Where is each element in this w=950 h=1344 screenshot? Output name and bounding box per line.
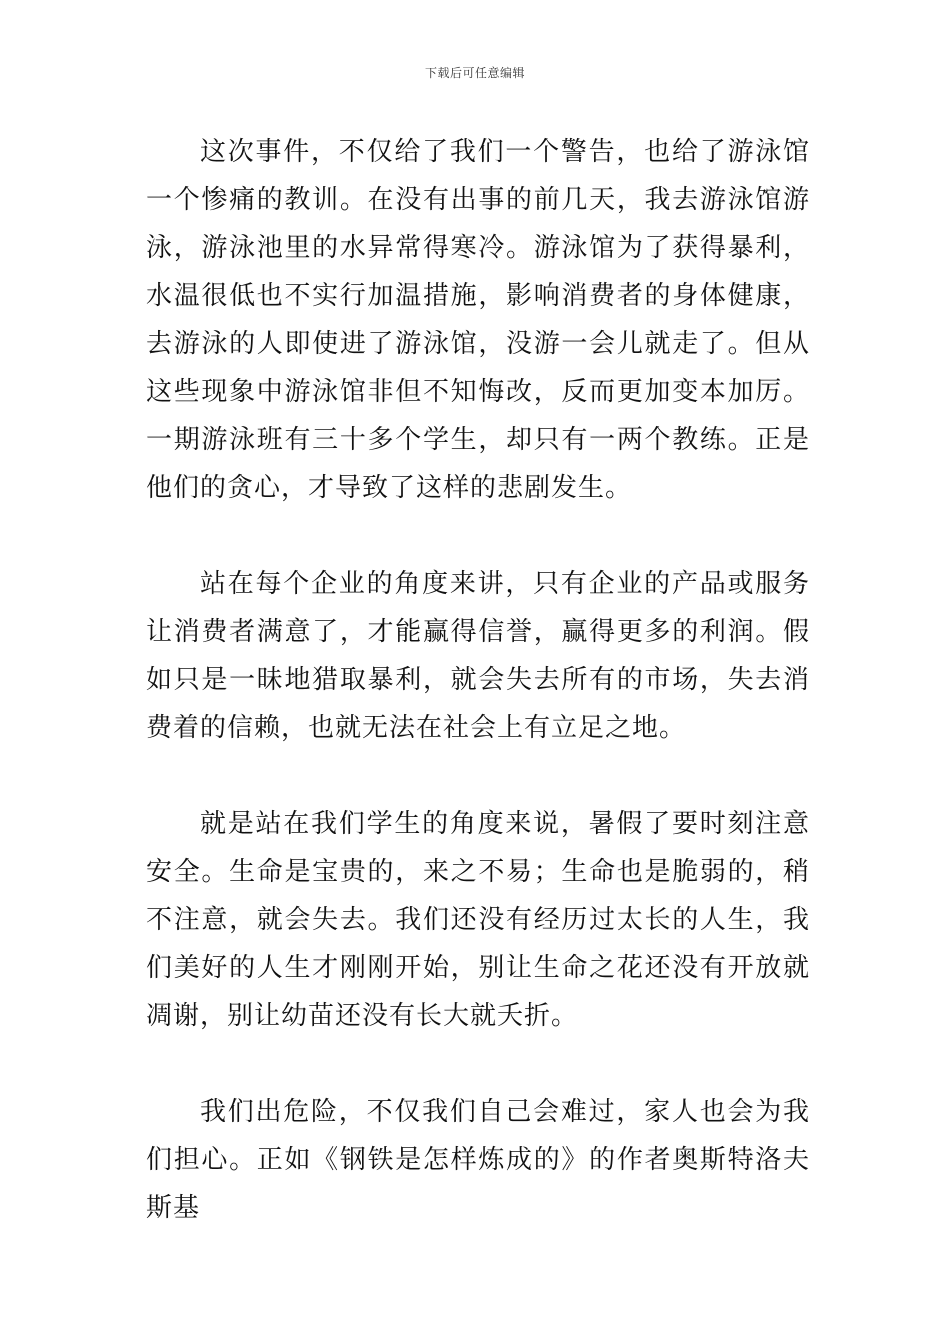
paragraph-1: 这次事件，不仅给了我们一个警告，也给了游泳馆一个惨痛的教训。在没有出事的前几天，我去游泳馆游泳，游泳池里的水异常得寒冷。游泳馆为了获得暴利，水温很低也不实行加温措施，影响消费者的身体健康，去游泳的人即使进了游泳馆，没游一会儿就走了。但从这些现象中游泳馆非但不知悔改，反而更加变本加厉。一期游泳班有三十多个学生，却只有一两个教练。正是他们的贪心，才导致了这样的悲剧发生。 (146, 137, 810, 503)
paragraph-4: 我们出危险，不仅我们自己会难过，家人也会为我们担心。正如《钢铁是怎样炼成的》的作者奥斯特洛夫斯基 (146, 1097, 810, 1223)
paragraph-3: 就是站在我们学生的角度来说，暑假了要时刻注意安全。生命是宝贵的，来之不易；生命也是脆弱的，稍不注意，就会失去。我们还没有经历过太长的人生，我们美好的人生才刚刚开始，别让生命之花还没有开放就凋谢，别让幼苗还没有长大就夭折。 (146, 809, 810, 1031)
page-header-note: 下载后可任意编辑 (424, 66, 525, 80)
paragraph-2: 站在每个企业的角度来讲，只有企业的产品或服务让消费者满意了，才能赢得信誉，赢得更多的利润。假如只是一昧地猎取暴利，就会失去所有的市场，失去消费着的信赖，也就无法在社会上有立足之地。 (146, 569, 810, 743)
document-body (146, 128, 810, 1232)
